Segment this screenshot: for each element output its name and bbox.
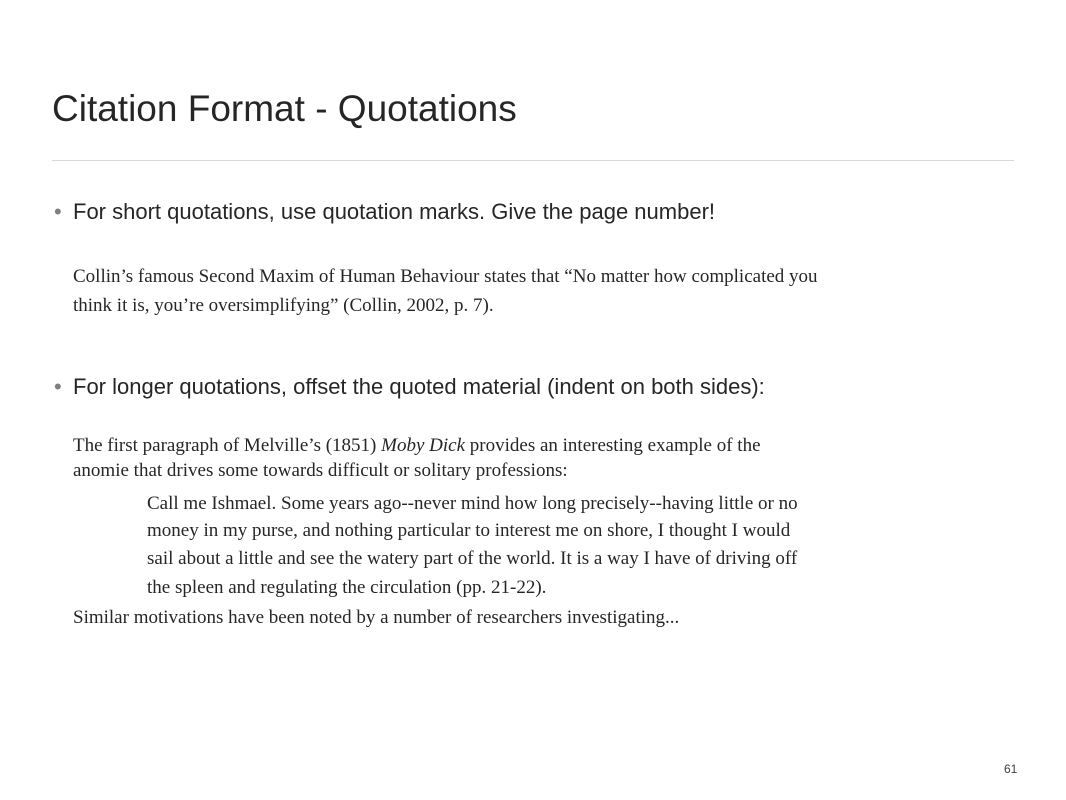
page-number: 61: [1004, 762, 1018, 776]
intro-text-1: The first paragraph of Melville’s (1851): [73, 435, 382, 456]
block-quote-line-1: Call me Ishmael. Some years ago--never mind how long precisely--having little or no: [147, 493, 798, 514]
bullet-long-quotations: [54, 374, 765, 400]
bullet-text: For longer quotations, offset the quoted material (indent on both sides):: [73, 374, 765, 399]
bullet-short-quotations: [54, 199, 715, 225]
block-quote-line-2: money in my purse, and nothing particular to interest me on shore, I thought I would: [147, 520, 791, 541]
intro-text-2: provides an interesting example of the: [465, 435, 761, 456]
book-title: Moby Dick: [381, 435, 466, 456]
block-quote-line-3: sail about a little and see the watery part of the world. It is a way I have of driving off: [147, 548, 798, 569]
bullet-text: For short quotations, use quotation marks. Give the page number!: [73, 199, 716, 224]
example-short-line-2: think it is, you’re oversimplifying” (Collin, 2002, p. 7).: [73, 295, 494, 316]
closing-line: Similar motivations have been noted by a number of researchers investigating...: [73, 607, 680, 628]
example-short-line-1: Collin’s famous Second Maxim of Human Behaviour states that “No matter how complicated you: [73, 266, 818, 287]
title-divider: [52, 160, 1014, 161]
block-quote-line-4: the spleen and regulating the circulation (pp. 21-22).: [147, 577, 547, 598]
example-long-intro-line-2: anomie that drives some towards difficult or solitary professions:: [73, 460, 568, 481]
bullet-dot: •: [54, 199, 62, 224]
bullet-dot: •: [54, 374, 62, 399]
slide-title: Citation Format - Quotations: [52, 88, 517, 129]
example-long-intro-line-1: [73, 434, 761, 458]
